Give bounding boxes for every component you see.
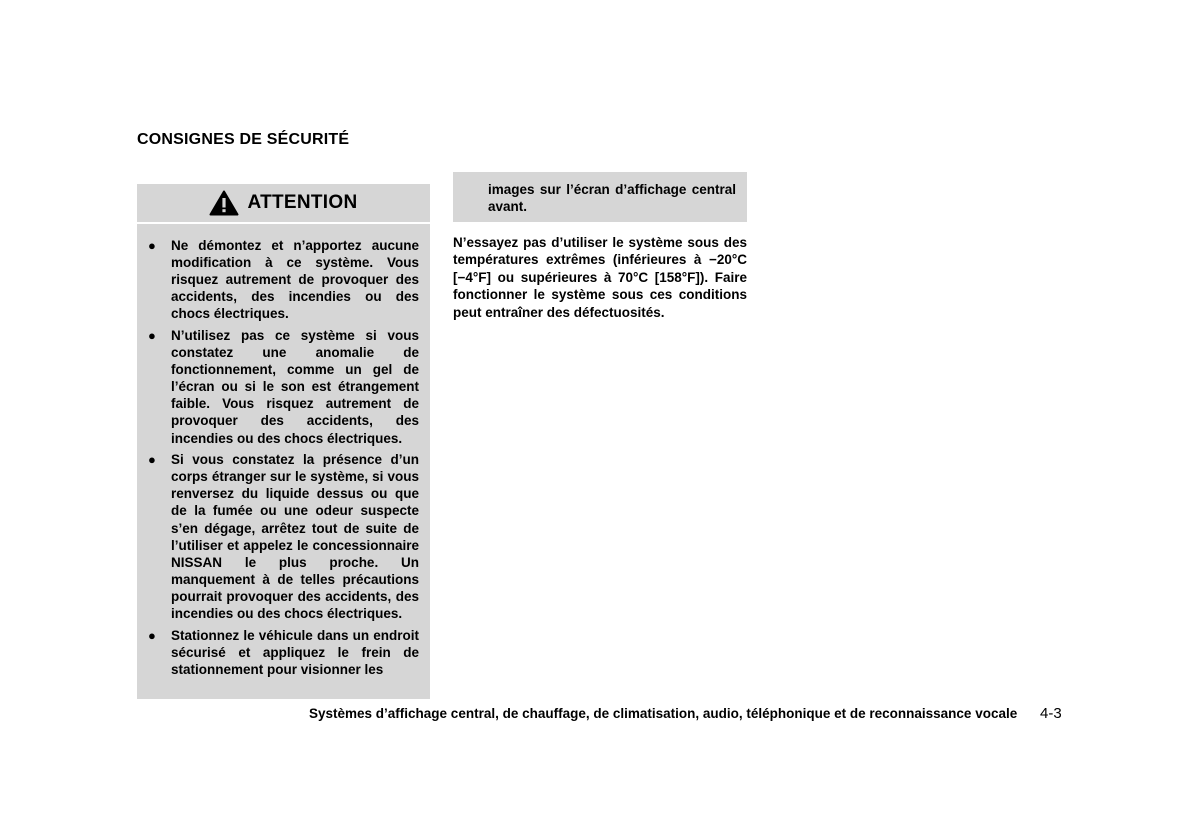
list-item-text: N’utilisez pas ce système si vous constatez une anomalie de fonctionnement, comme un gel de l’écran ou si le son est étrangement faible. Vous risquez autrement de provoquer des accidents, des incendies ou des chocs électriques. bbox=[171, 327, 419, 446]
section-title: CONSIGNES DE SÉCURITÉ bbox=[137, 131, 350, 148]
list-item-text: Si vous constatez la présence d’un corps étranger sur le système, si vous renversez du liquide dessus ou que de la fumée ou une odeur suspecte s’en dégage, arrêtez tout de suite de l’utiliser et appelez le concessionnaire NISSAN le plus proche. Un manquement à de telles précautions pourrait provoquer des accidents, des incendies ou des chocs électriques. bbox=[171, 452, 419, 621]
list-item bbox=[148, 451, 419, 622]
list-item bbox=[148, 327, 419, 447]
list-item bbox=[148, 237, 419, 322]
bullet-icon: ● bbox=[148, 452, 156, 468]
list-item-text: Ne démontez et n’apportez aucune modification à ce système. Vous risquez autrement de provoquer des accidents, des incendies ou des chocs électriques. bbox=[171, 238, 419, 322]
warning-box bbox=[137, 184, 430, 699]
footer-chapter-title: Systèmes d’affichage central, de chauffage, de climatisation, audio, téléphonique et de reconnaissance vocale bbox=[309, 706, 1018, 721]
warning-header bbox=[137, 184, 430, 224]
list-item-text: Stationnez le véhicule dans un endroit sécurisé et appliquez le frein de stationnement pour visionner les bbox=[171, 627, 419, 677]
warning-list bbox=[137, 224, 430, 678]
bullet-icon: ● bbox=[148, 327, 156, 343]
bullet-icon: ● bbox=[148, 238, 156, 253]
warning-triangle-icon bbox=[209, 190, 239, 216]
warning-continuation: images sur l’écran d’affichage central avant. bbox=[453, 172, 747, 222]
bullet-icon: ● bbox=[148, 627, 156, 643]
list-item bbox=[148, 627, 419, 678]
page-number: 4-3 bbox=[1040, 705, 1062, 722]
body-paragraph: N’essayez pas d’utiliser le système sous des températures extrêmes (inférieures à −20°C [−4°F] ou supérieures à 70°C [158°F]). Faire fonctionner le système sous ces conditions peut entraîner des défectuosités. bbox=[453, 235, 747, 320]
warning-title: ATTENTION bbox=[247, 192, 358, 213]
